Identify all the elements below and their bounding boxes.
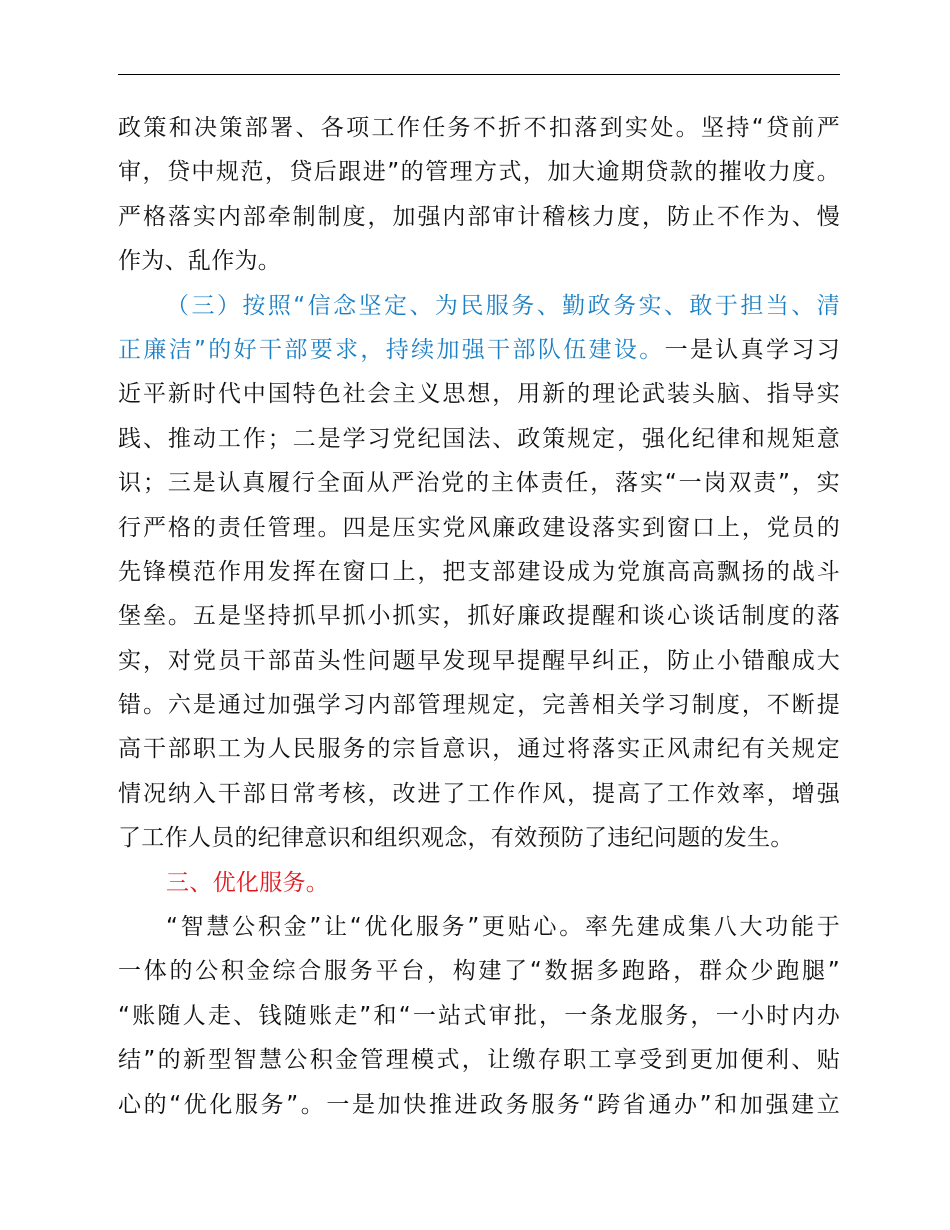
text-line: 高干部职工为人民服务的宗旨意识，通过将落实正风肃纪有关规定 xyxy=(118,736,840,763)
text-line: 审，贷中规范，贷后跟进”的管理方式，加大逾期贷款的摧收力度。 xyxy=(118,159,840,186)
mixed-heading-line xyxy=(118,328,840,372)
section-heading-tail: 正廉洁”的好干部要求，持续加强干部队伍建设。 xyxy=(118,336,665,363)
text-line: “智慧公积金”让“优化服务”更贴心。率先建成集八大功能于 xyxy=(166,914,840,941)
text-line: 了工作人员的纪律意识和组织观念，有效预防了违纪问题的发生。 xyxy=(118,825,794,852)
text-line: 作为、乱作为。 xyxy=(118,248,282,275)
text-line: “账随人走、钱随账走”和“一站式审批，一条龙服务，一小时内办 xyxy=(118,1002,840,1029)
document-body xyxy=(118,106,840,1127)
header-rule xyxy=(118,74,840,75)
text-line: 心的“优化服务”。一是加快推进政务服务“跨省通办”和加强建立 xyxy=(118,1091,840,1118)
text-line: 践、推动工作；二是学习党纪国法、政策规定，强化纪律和规矩意 xyxy=(118,425,840,452)
section-heading: 三、优化服务。 xyxy=(166,869,330,896)
text-line: 严格落实内部牵制制度，加强内部审计稽核力度，防止不作为、慢 xyxy=(118,203,840,230)
text-segment: 一是认真学习习 xyxy=(664,336,840,363)
text-line: 近平新时代中国特色社会主义思想，用新的理论武装头脑、指导实 xyxy=(118,381,840,408)
text-line: 行严格的责任管理。四是压实党风廉政建设落实到窗口上，党员的 xyxy=(118,514,840,541)
text-line: 一体的公积金综合服务平台，构建了“数据多跑路，群众少跑腿” xyxy=(118,958,840,985)
text-line: 结”的新型智慧公积金管理模式，让缴存职工享受到更加便利、贴 xyxy=(118,1047,840,1074)
text-line: 政策和决策部署、各项工作任务不折不扣落到实处。坚持“贷前严 xyxy=(118,115,840,141)
text-line: 实，对党员干部苗头性问题早发现早提醒早纠正，防止小错酿成大 xyxy=(118,647,840,674)
text-line: 情况纳入干部日常考核，改进了工作作风，提高了工作效率，增强 xyxy=(118,780,840,807)
text-line: 错。六是通过加强学习内部管理规定，完善相关学习制度，不断提 xyxy=(118,692,840,719)
text-line: 识；三是认真履行全面从严治党的主体责任，落实“一岗双责”，实 xyxy=(118,470,840,497)
text-line: 先锋模范作用发挥在窗口上，把支部建设成为党旗高高飘扬的战斗 xyxy=(118,558,840,585)
text-line: 堡垒。五是坚持抓早抓小抓实，抓好廉政提醒和谈心谈话制度的落 xyxy=(118,603,840,630)
section-heading-line: （三）按照“信念坚定、为民服务、勤政务实、敢于担当、清 xyxy=(166,292,840,319)
